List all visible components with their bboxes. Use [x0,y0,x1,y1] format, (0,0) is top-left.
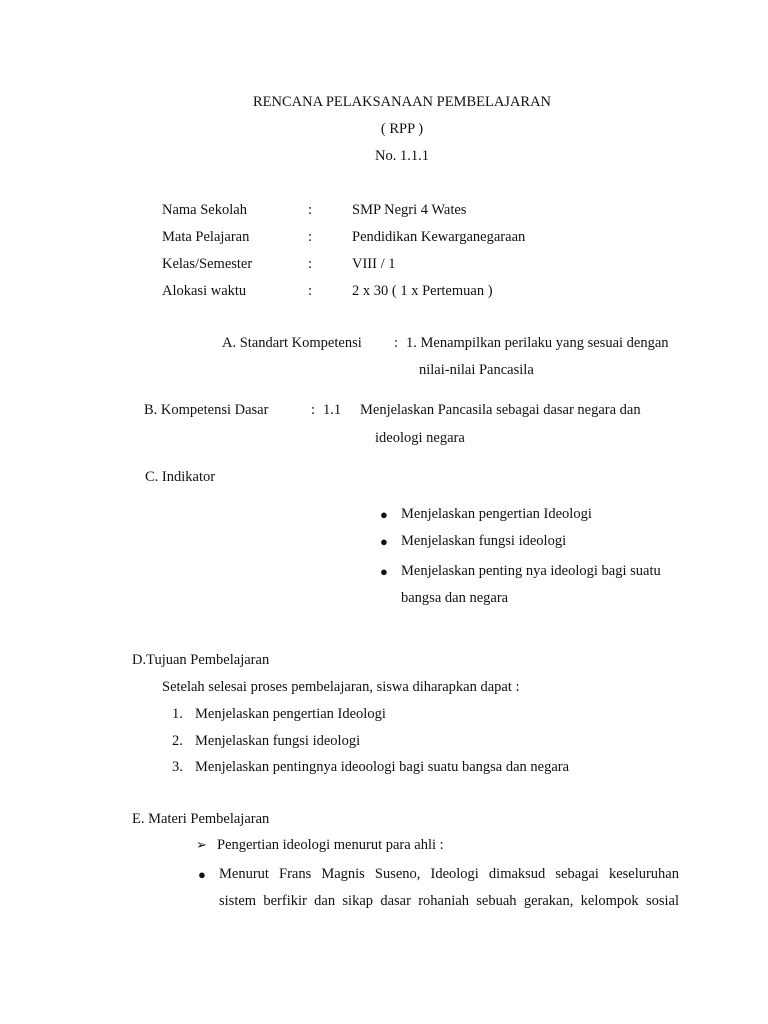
section-b-code: 1.1 [323,402,342,418]
section-b-separator: : [311,402,316,418]
section-b-label: B. Kompetensi Dasar [144,402,269,418]
tujuan-number: 3. [172,759,183,775]
tujuan-number: 2. [172,733,183,749]
section-d-intro: Setelah selesai proses pembelajaran, siswa diharapkan dapat : [162,679,520,695]
section-a-text: 1. Menampilkan perilaku yang sesuai dengan [406,335,669,351]
identity-separator: : [308,229,313,245]
section-a-separator: : [394,335,399,351]
materi-paragraph-line: sistem berfikir dan sikap dasar rohaniah sebuah gerakan, kelompok sosial [219,893,679,909]
indikator-item: Menjelaskan penting nya ideologi bagi suatu [401,563,661,579]
identity-label: Alokasi waktu [162,283,247,299]
bullet-icon: ● [380,534,388,549]
materi-subheading: Pengertian ideologi menurut para ahli : [217,837,444,853]
identity-value: VIII / 1 [352,256,396,272]
section-c-label: C. Indikator [145,469,216,485]
section-d-label: D.Tujuan Pembelajaran [132,652,270,668]
arrow-bullet-icon: ➢ [196,837,207,852]
indikator-item-cont: bangsa dan negara [401,590,509,606]
indikator-item: Menjelaskan pengertian Ideologi [401,506,592,522]
identity-value: Pendidikan Kewarganegaraan [352,229,526,245]
bullet-icon: ● [380,507,388,522]
tujuan-item: Menjelaskan fungsi ideologi [195,733,361,749]
identity-separator: : [308,283,313,299]
bullet-icon: ● [198,867,206,882]
section-b-text: Menjelaskan Pancasila sebagai dasar negara dan [360,402,641,418]
section-a-text-cont: nilai-nilai Pancasila [419,362,534,378]
document-subtitle: ( RPP ) [380,121,424,137]
tujuan-item: Menjelaskan pengertian Ideologi [195,706,386,722]
tujuan-number: 1. [172,706,183,722]
identity-label: Nama Sekolah [162,202,247,218]
document-title: RENCANA PELAKSANAAN PEMBELAJARAN [252,94,552,110]
identity-label: Kelas/Semester [162,256,253,272]
bullet-icon: ● [380,564,388,579]
materi-paragraph-line: Menurut Frans Magnis Suseno, Ideologi dimaksud sebagai keseluruhan [219,866,679,882]
document-number: No. 1.1.1 [375,148,429,164]
tujuan-item: Menjelaskan pentingnya ideoologi bagi suatu bangsa dan negara [195,759,570,775]
identity-value: SMP Negri 4 Wates [352,202,467,218]
section-b-text-cont: ideologi negara [375,430,465,446]
section-e-label: E. Materi Pembelajaran [132,811,270,827]
indikator-item: Menjelaskan fungsi ideologi [401,533,567,549]
identity-separator: : [308,256,313,272]
identity-separator: : [308,202,313,218]
section-a-label: A. Standart Kompetensi [222,335,362,351]
identity-label: Mata Pelajaran [162,229,250,245]
identity-value: 2 x 30 ( 1 x Pertemuan ) [352,283,493,299]
